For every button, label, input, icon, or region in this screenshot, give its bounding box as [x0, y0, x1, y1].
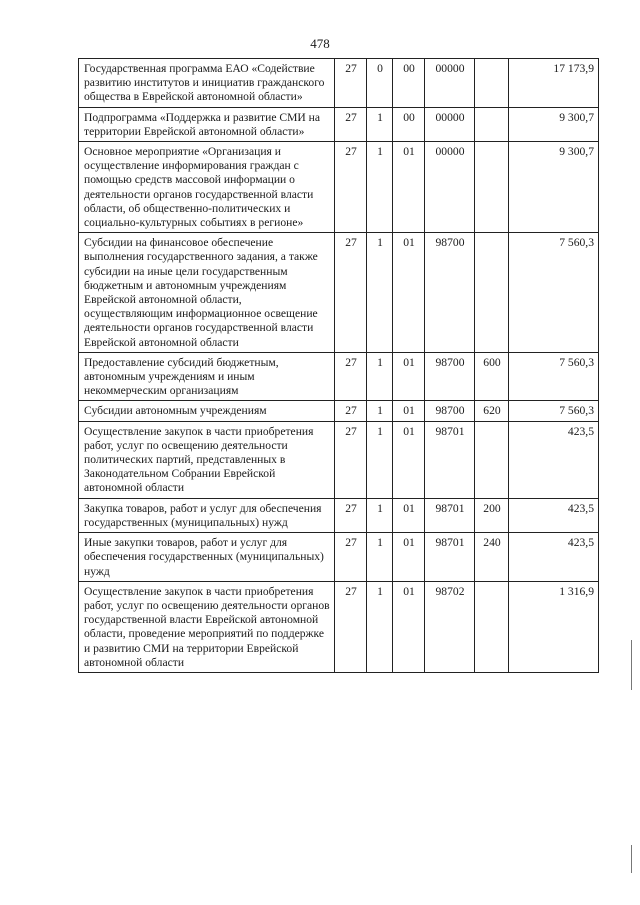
amount-cell: 1 316,9: [509, 581, 599, 672]
code-event-cell: 01: [393, 533, 425, 582]
code-direction-cell: 98702: [425, 581, 475, 672]
expense-type-cell: [475, 233, 509, 353]
code-direction-cell: 00000: [425, 142, 475, 233]
scan-artifact-line: [631, 640, 632, 690]
code-event-cell: 01: [393, 498, 425, 532]
amount-cell: 9 300,7: [509, 142, 599, 233]
code-direction-cell: 98700: [425, 352, 475, 401]
amount-cell: 7 560,3: [509, 233, 599, 353]
table-row: [79, 421, 599, 498]
expense-type-cell: 200: [475, 498, 509, 532]
expense-type-cell: [475, 421, 509, 498]
code-ministry-cell: 27: [335, 142, 367, 233]
code-direction-cell: 00000: [425, 107, 475, 141]
code-subprogram-cell: 1: [367, 401, 393, 421]
code-ministry-cell: 27: [335, 421, 367, 498]
row-name-cell: Предоставление субсидий бюджетным, автономным учреждениям и иным некоммерческим организациям: [79, 352, 335, 401]
code-ministry-cell: 27: [335, 581, 367, 672]
table-row: [79, 581, 599, 672]
table-row: [79, 352, 599, 401]
code-subprogram-cell: 1: [367, 581, 393, 672]
code-event-cell: 01: [393, 581, 425, 672]
row-name-cell: Основное мероприятие «Организация и осуществление информирования граждан с помощью средств массовой информации о деятельности органов государственной власти области, об общественно-политических и социально-культурных событиях в регионе»: [79, 142, 335, 233]
code-ministry-cell: 27: [335, 59, 367, 108]
page-number: 478: [310, 36, 330, 51]
code-event-cell: 00: [393, 107, 425, 141]
row-name-cell: Подпрограмма «Поддержка и развитие СМИ на территории Еврейской автономной области»: [79, 107, 335, 141]
expense-type-cell: 600: [475, 352, 509, 401]
scan-artifact-line: [631, 845, 632, 873]
code-direction-cell: 98701: [425, 421, 475, 498]
code-ministry-cell: 27: [335, 107, 367, 141]
code-direction-cell: 98701: [425, 533, 475, 582]
code-ministry-cell: 27: [335, 352, 367, 401]
expense-type-cell: 620: [475, 401, 509, 421]
budget-table: [78, 58, 599, 673]
code-subprogram-cell: 1: [367, 498, 393, 532]
table-row: [79, 401, 599, 421]
expense-type-cell: [475, 581, 509, 672]
code-ministry-cell: 27: [335, 401, 367, 421]
amount-cell: 9 300,7: [509, 107, 599, 141]
row-name-cell: Субсидии на финансовое обеспечение выполнения государственного задания, а также субсидии на иные цели государственным бюджетным и автономным учреждениям Еврейской автономной области, осуществляющим информационное освещение деятельности органов государственной власти Еврейской автономной области: [79, 233, 335, 353]
code-ministry-cell: 27: [335, 233, 367, 353]
table-row: [79, 233, 599, 353]
code-direction-cell: 98700: [425, 401, 475, 421]
code-subprogram-cell: 1: [367, 142, 393, 233]
expense-type-cell: 240: [475, 533, 509, 582]
amount-cell: 423,5: [509, 498, 599, 532]
code-subprogram-cell: 0: [367, 59, 393, 108]
code-direction-cell: 98701: [425, 498, 475, 532]
expense-type-cell: [475, 107, 509, 141]
code-event-cell: 01: [393, 233, 425, 353]
code-direction-cell: 00000: [425, 59, 475, 108]
table-row: [79, 107, 599, 141]
code-event-cell: 01: [393, 421, 425, 498]
code-ministry-cell: 27: [335, 533, 367, 582]
code-subprogram-cell: 1: [367, 107, 393, 141]
table-row: [79, 59, 599, 108]
row-name-cell: Иные закупки товаров, работ и услуг для обеспечения государственных (муниципальных) нужд: [79, 533, 335, 582]
row-name-cell: Государственная программа ЕАО «Содействие развитию институтов и инициатив гражданского общества в Еврейской автономной области»: [79, 59, 335, 108]
amount-cell: 7 560,3: [509, 352, 599, 401]
expense-type-cell: [475, 59, 509, 108]
amount-cell: 423,5: [509, 533, 599, 582]
table-row: [79, 142, 599, 233]
amount-cell: 423,5: [509, 421, 599, 498]
code-subprogram-cell: 1: [367, 233, 393, 353]
table-row: [79, 498, 599, 532]
expense-type-cell: [475, 142, 509, 233]
amount-cell: 7 560,3: [509, 401, 599, 421]
amount-cell: 17 173,9: [509, 59, 599, 108]
row-name-cell: Осуществление закупок в части приобретения работ, услуг по освещению деятельности политических партий, представленных в Законодательном Собрании Еврейской автономной области: [79, 421, 335, 498]
row-name-cell: Закупка товаров, работ и услуг для обеспечения государственных (муниципальных) нужд: [79, 498, 335, 532]
row-name-cell: Субсидии автономным учреждениям: [79, 401, 335, 421]
table-row: [79, 533, 599, 582]
budget-table-body: [79, 59, 599, 673]
row-name-cell: Осуществление закупок в части приобретения работ, услуг по освещению деятельности органов государственной власти Еврейской автономной области, проведение мероприятий по поддержке и развитию СМИ на территории Еврейской автономной области: [79, 581, 335, 672]
code-subprogram-cell: 1: [367, 421, 393, 498]
code-event-cell: 00: [393, 59, 425, 108]
code-ministry-cell: 27: [335, 498, 367, 532]
code-subprogram-cell: 1: [367, 533, 393, 582]
code-direction-cell: 98700: [425, 233, 475, 353]
code-event-cell: 01: [393, 352, 425, 401]
code-subprogram-cell: 1: [367, 352, 393, 401]
code-event-cell: 01: [393, 142, 425, 233]
code-event-cell: 01: [393, 401, 425, 421]
